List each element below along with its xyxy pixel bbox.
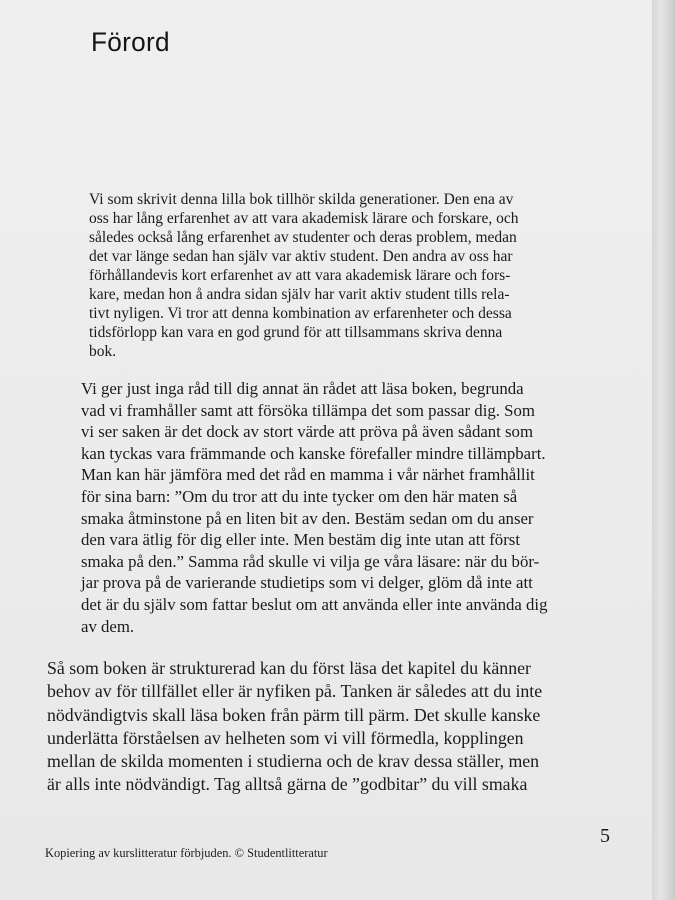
text-line: Man kan här jämföra med det råd en mamma i vår närhet framhållit <box>81 465 535 485</box>
text-line: tivt nyligen. Vi tror att denna kombination av erfarenheter och dessa <box>89 305 512 322</box>
text-line: kare, medan hon å andra sidan själv har varit aktiv student tills rela- <box>89 286 510 303</box>
paragraph-2 <box>81 378 547 637</box>
text-line: Så som boken är strukturerad kan du först läsa det kapitel du känner <box>47 658 531 678</box>
text-line: bok. <box>89 343 117 360</box>
text-line: underlätta förståelsen av helheten som vi vill förmedla, kopplingen <box>47 727 524 748</box>
text-line: förhållandevis kort erfarenhet av att vara akademisk lärare och fors- <box>89 267 511 284</box>
text-line: behov av för tillfället eller är nyfiken på. Tanken är således att du inte <box>47 681 543 702</box>
text-line: är alls inte nödvändigt. Tag alltså gärna de ”godbitar” du vill smaka <box>47 774 528 795</box>
text-line: tidsförlopp kan vara en god grund för att tillsammans skriva denna <box>89 324 503 341</box>
page-number: 5 <box>600 825 610 847</box>
paragraph-3 <box>47 657 542 797</box>
text-line: det är du själv som fattar beslut om att använda eller inte använda dig <box>81 594 548 614</box>
text-line: smaka på den.” Samma råd skulle vi vilja ge våra läsare: när du bör- <box>81 551 540 571</box>
text-line: av dem. <box>81 616 135 636</box>
text-line: den vara ätlig för dig eller inte. Men bestäm dig inte utan att först <box>81 530 520 550</box>
text-line: jar prova på de varierande studietips som vi delger, glöm då inte att <box>81 573 533 593</box>
text-line: nödvändigtvis skall läsa boken från pärm till pärm. Det skulle kanske <box>47 704 541 725</box>
copyright-footer: Kopiering av kurslitteratur förbjuden. © Studentlitteratur <box>45 846 328 860</box>
text-line: Vi ger just inga råd till dig annat än rådet att läsa boken, begrunda <box>81 379 524 398</box>
text-line: Vi som skrivit denna lilla bok tillhör skilda generationer. Den ena av <box>89 191 514 208</box>
text-line: smaka åtminstone på en liten bit av den. Bestäm sedan om du anser <box>81 508 534 528</box>
text-line: kan tyckas vara främmande och kanske förefaller mindre tillämpbart. <box>81 443 546 463</box>
paragraph-1 <box>89 190 518 361</box>
text-line: således också lång erfarenhet av studenter och deras problem, medan <box>89 229 517 246</box>
text-line: oss har lång erfarenhet av att vara akademisk lärare och forskare, och <box>89 210 519 227</box>
text-line: det var länge sedan han själv var aktiv student. Den andra av oss har <box>89 248 513 265</box>
page-heading: Förord <box>91 27 170 57</box>
text-line: mellan de skilda momenten i studierna och de krav dessa ställer, men <box>47 751 540 772</box>
page-stack-edge <box>652 0 675 900</box>
text-line: för sina barn: ”Om du tror att du inte tycker om den här maten så <box>81 486 518 506</box>
text-line: vad vi framhåller samt att försöka tillämpa det som passar dig. Som <box>81 400 535 420</box>
text-line: vi ser saken är det dock av stort värde att pröva på även sådant som <box>81 422 534 442</box>
